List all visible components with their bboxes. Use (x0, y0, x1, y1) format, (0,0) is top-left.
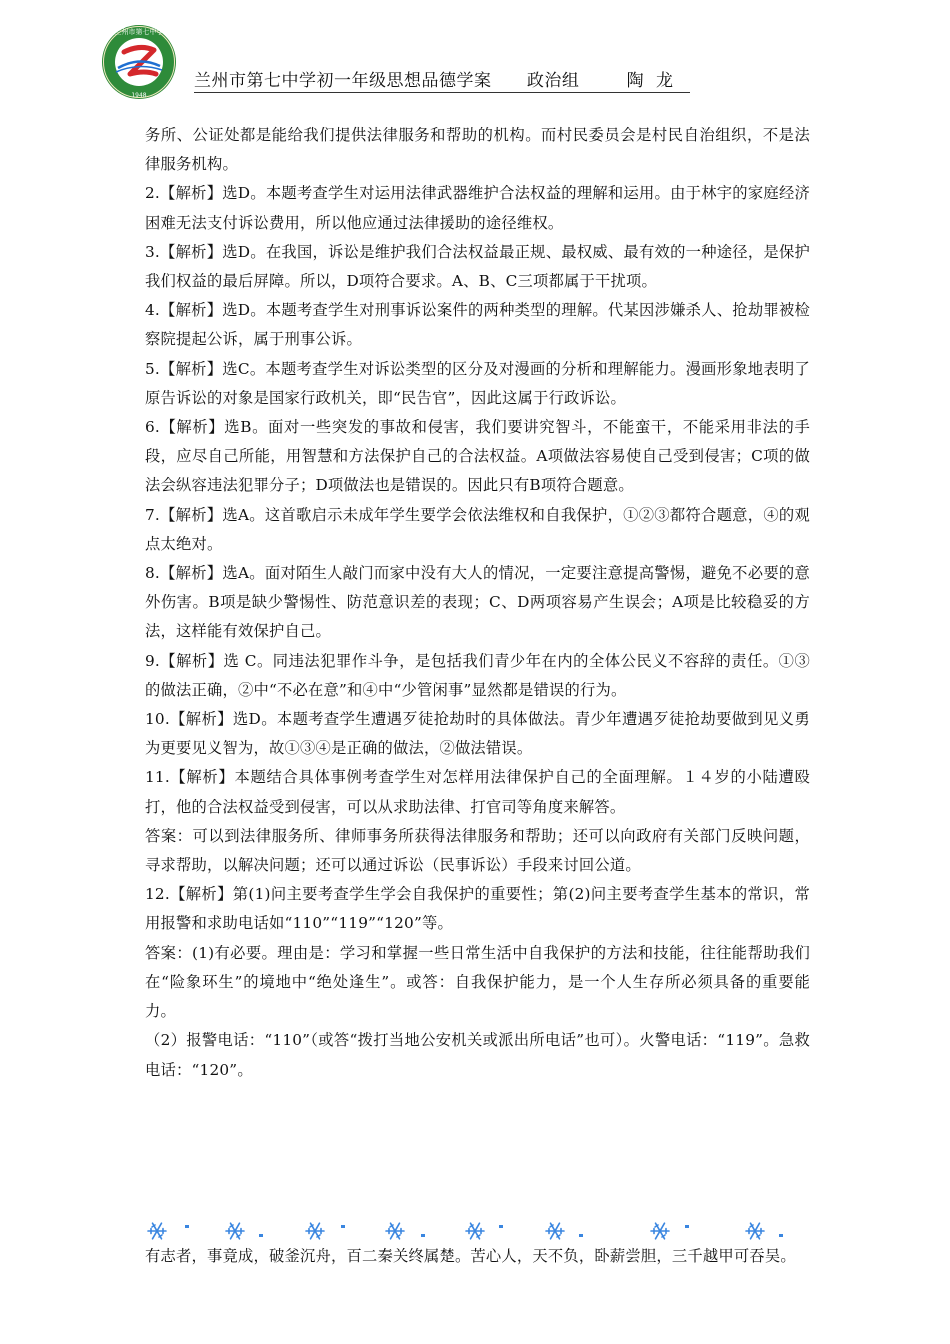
snowflake-icon (546, 1223, 564, 1239)
answer-9: 9.【解析】选 C。同违法犯罪作斗争，是包括我们青少年在内的全体公民义不容辞的责任。①③的做法正确，②中“不必在意”和④中“少管闲事”显然都是错误的行为。 (145, 651, 810, 699)
answer-6: 6.【解析】选B。面对一些突发的事故和侵害，我们要讲究智斗，不能蛮干，不能采用非法的手段，应尽自己所能，用智慧和方法保护自己的合法权益。A项做法容易使自己受到侵害；C项的做法会纵容违法犯罪分子；D项做法也是错误的。因此只有B项符合题意。 (145, 418, 810, 495)
answer-11-answer: 答案：可以到法律服务所、律师事务所获得法律服务和帮助；还可以向政府有关部门反映问题，寻求帮助，以解决问题；还可以通过诉讼（民事诉讼）手段来讨回公道。 (145, 826, 810, 875)
answer-7: 7.【解析】选A。这首歌启示未成年学生要学会依法维权和自我保护，①②③都符合题意，④的观点太绝对。 (145, 505, 810, 553)
answer-12-answer-part1: 答案：(1)有必要。理由是：学习和掌握一些日常生活中自我保护的方法和技能，往往能帮助我们在“险象环生”的境地中“绝处逢生”。或答：自我保护能力，是一个人生存所必须具备的重要能力。 (145, 943, 810, 1021)
answer-12-analysis: 12.【解析】第(1)问主要考查学生学会自我保护的重要性；第(2)问主要考查学生基本的常识，常用报警和求助电话如“110”“119”“120”等。 (145, 885, 810, 933)
snowflake-icon (651, 1223, 669, 1239)
answer-2: 2.【解析】选D。本题考查学生对运用法律武器维护合法权益的理解和运用。由于林宇的家庭经济困难无法支付诉讼费用，所以他应通过法律援助的途径维权。 (145, 184, 810, 232)
header-divider (194, 92, 690, 93)
answer-12-answer-part2: （2）报警电话：“110”（或答“拨打当地公安机关或派出所电话”也可）。火警电话：“119”。急救电话：“120”。 (145, 1031, 810, 1079)
answer-3: 3.【解析】选D。在我国，诉讼是维护我们合法权益最正规、最权威、最有效的一种途径，是保护我们权益的最后屏障。所以，D项符合要求。A、B、C三项都属于干扰项。 (145, 242, 810, 291)
school-emblem-icon (100, 22, 178, 102)
snowflake-icon (466, 1223, 484, 1239)
emblem-school-name: 兰州市第七中学 (114, 28, 164, 36)
page-header-title: 兰州市第七中学初一年级思想品德学案 政治组 陶 龙 (194, 71, 715, 91)
snowflake-icon (148, 1223, 166, 1239)
snowflake-icon (746, 1223, 764, 1239)
answer-list (145, 121, 810, 1085)
snowflake-border (145, 1220, 810, 1242)
emblem-year: 1948 (131, 92, 147, 99)
answer-8: 8.【解析】选A。面对陌生人敲门而家中没有大人的情况，一定要注意提高警惕，避免不必要的意外伤害。B项是缺少警惕性、防范意识差的表现；C、D两项容易产生误会；A项是比较稳妥的方法，这样能有效保护自己。 (145, 564, 810, 641)
answer-5: 5.【解析】选C。本题考查学生对诉讼类型的区分及对漫画的分析和理解能力。漫画形象地表明了原告诉讼的对象是国家行政机关，即“民告官”，因此这属于行政诉讼。 (145, 359, 810, 407)
snowflake-icon (226, 1223, 244, 1239)
snowflake-icon (306, 1223, 324, 1239)
footer-motto: 有志者，事竟成，破釜沉舟，百二秦关终属楚。苦心人，天不负，卧薪尝胆，三千越甲可吞吴。 (145, 1247, 796, 1265)
answer-paragraph-continuation: 务所、公证处都是能给我们提供法律服务和帮助的机构。而村民委员会是村民自治组织，不是法律服务机构。 (145, 126, 810, 174)
answer-4: 4.【解析】选D。本题考查学生对刑事诉讼案件的两种类型的理解。代某因涉嫌杀人、抢劫罪被检察院提起公诉，属于刑事公诉。 (145, 301, 810, 349)
snowflake-icon (386, 1223, 404, 1239)
answer-11-analysis: 11.【解析】本题结合具体事例考查学生对怎样用法律保护自己的全面理解。１４岁的小陆遭殴打，他的合法权益受到侵害，可以从求助法律、打官司等角度来解答。 (145, 768, 810, 816)
answer-10: 10.【解析】选D。本题考查学生遭遇歹徒抢劫时的具体做法。青少年遭遇歹徒抢劫要做到见义勇为更要见义智为，故①③④是正确的做法，②做法错误。 (145, 710, 810, 758)
